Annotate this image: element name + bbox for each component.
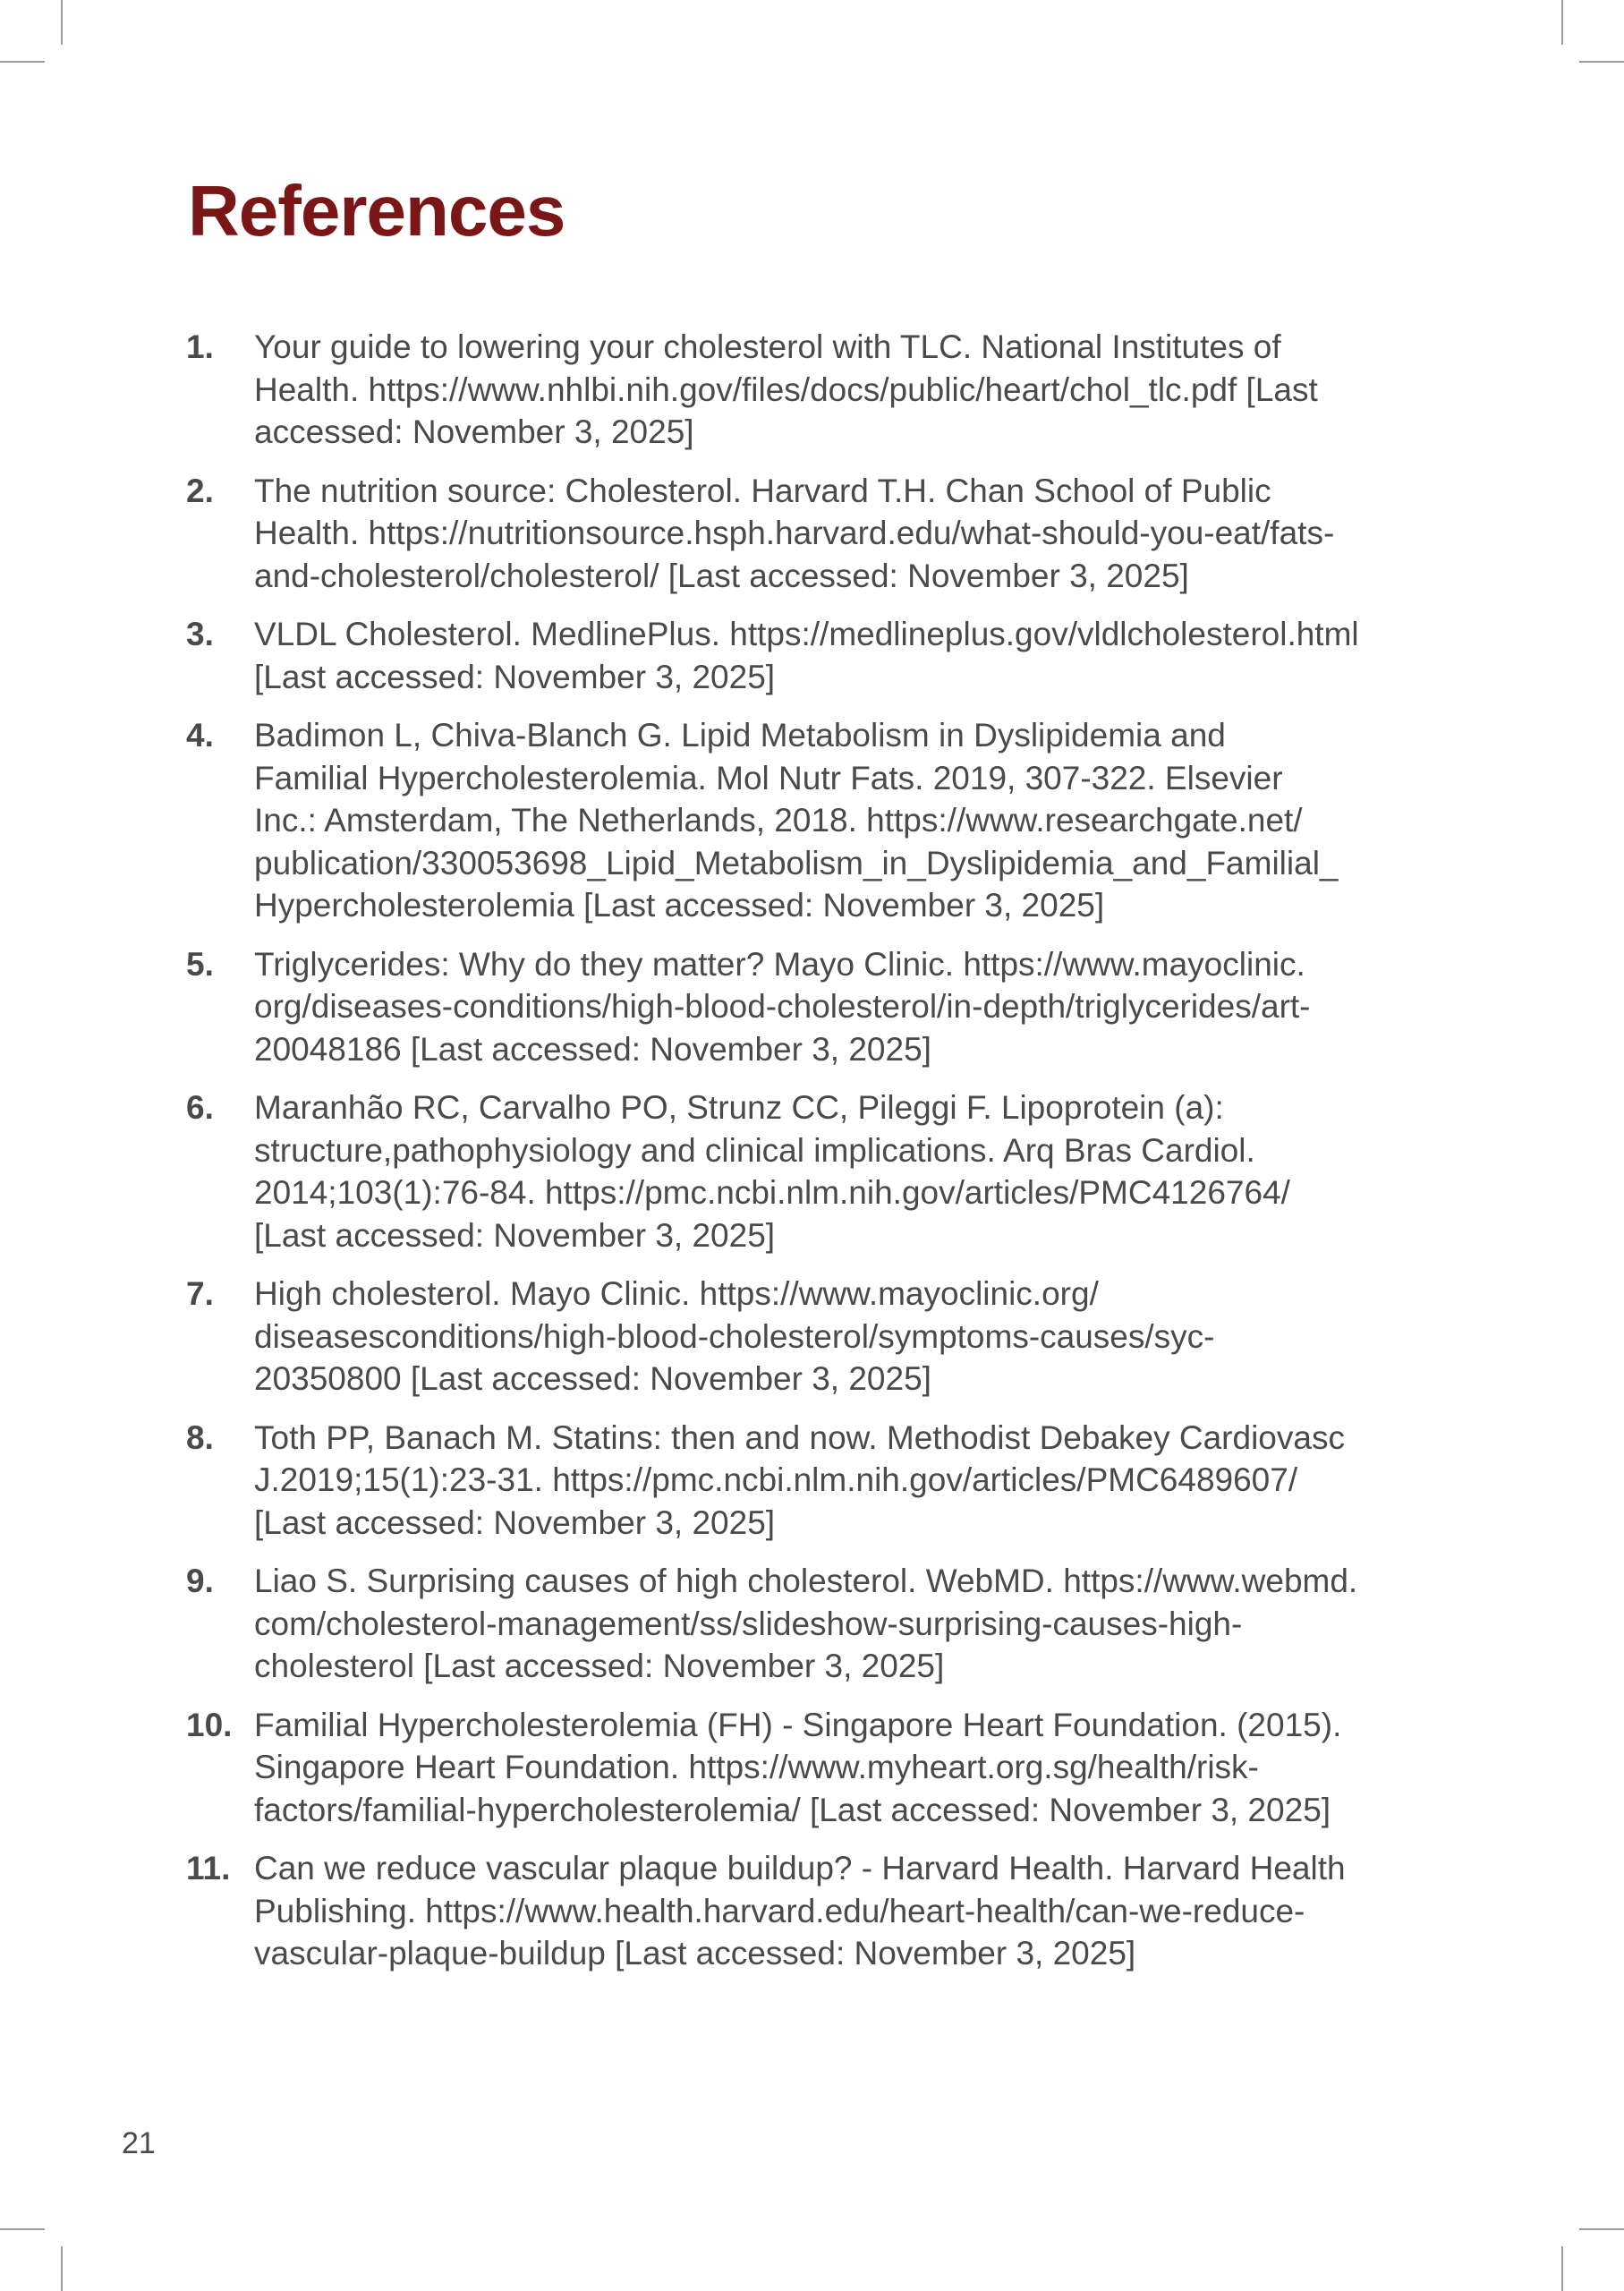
reference-number: 2.	[186, 472, 214, 509]
reference-text-line: Maranhão RC, Carvalho PO, Strunz CC, Pileggi F. Lipoprotein (a):	[254, 1089, 1224, 1126]
reference-text-line: Familial Hypercholesterolemia (FH) - Singapore Heart Foundation. (2015).	[254, 1706, 1342, 1743]
reference-text-line: VLDL Cholesterol. MedlinePlus. https://medlineplus.gov/vldlcholesterol.html	[254, 616, 1359, 652]
reference-number: 7.	[186, 1275, 214, 1312]
crop-mark-bottom-left-vertical	[61, 2246, 63, 2291]
reference-text-line: com/cholesterol-management/ss/slideshow-surprising-causes-high-	[254, 1605, 1243, 1642]
reference-text-line: Inc.: Amsterdam, The Netherlands, 2018. https://www.researchgate.net/	[254, 802, 1303, 839]
crop-mark-bottom-right-vertical	[1561, 2246, 1563, 2291]
reference-item	[186, 1273, 1439, 1401]
reference-text-line: 20048186 [Last accessed: November 3, 2025]	[254, 1030, 931, 1068]
reference-text-line: Publishing. https://www.health.harvard.edu/heart-health/can-we-reduce-	[254, 1892, 1305, 1929]
crop-mark-top-left-horizontal	[0, 61, 45, 63]
reference-number: 5.	[186, 945, 214, 983]
reference-text-line: [Last accessed: November 3, 2025]	[254, 658, 776, 695]
reference-item	[186, 943, 1439, 1071]
reference-text-line: Familial Hypercholesterolemia. Mol Nutr Fats. 2019, 307-322. Elsevier	[254, 759, 1283, 796]
reference-text-line: [Last accessed: November 3, 2025]	[254, 1216, 776, 1254]
reference-number: 9.	[186, 1563, 214, 1599]
reference-list	[186, 326, 1439, 1991]
reference-number: 11.	[186, 1850, 231, 1886]
reference-text-line: Health. https://nutritionsource.hsph.harvard.edu/what-should-you-eat/fats-	[254, 515, 1335, 551]
reference-text-line: Can we reduce vascular plaque buildup? - Harvard Health. Harvard Health	[254, 1850, 1346, 1886]
reference-text-line: J.2019;15(1):23-31. https://pmc.ncbi.nlm.nih.gov/articles/PMC6489607/	[254, 1461, 1298, 1498]
reference-text-line: The nutrition source: Cholesterol. Harvard T.H. Chan School of Public	[254, 472, 1271, 509]
crop-mark-top-right-vertical	[1561, 0, 1563, 45]
reference-number: 1.	[186, 328, 214, 365]
reference-text-line: accessed: November 3, 2025]	[254, 413, 694, 450]
reference-text-line: cholesterol [Last accessed: November 3, 2025]	[254, 1648, 945, 1684]
reference-text-line: Badimon L, Chiva-Blanch G. Lipid Metabolism in Dyslipidemia and	[254, 717, 1226, 754]
reference-text-line: and-cholesterol/cholesterol/ [Last accessed: November 3, 2025]	[254, 557, 1189, 594]
reference-item	[186, 326, 1439, 454]
reference-text-line: org/diseases-conditions/high-blood-cholesterol/in-depth/triglycerides/art-	[254, 988, 1311, 1025]
reference-text-line: Triglycerides: Why do they matter? Mayo Clinic. https://www.mayoclinic.	[254, 945, 1305, 983]
reference-text-line: 2014;103(1):76-84. https://pmc.ncbi.nlm.nih.gov/articles/PMC4126764/	[254, 1174, 1290, 1211]
reference-text-line: [Last accessed: November 3, 2025]	[254, 1503, 776, 1541]
reference-text-line: Liao S. Surprising causes of high cholesterol. WebMD. https://www.webmd.	[254, 1563, 1358, 1599]
reference-text-line: High cholesterol. Mayo Clinic. https://www.mayoclinic.org/	[254, 1275, 1099, 1312]
crop-mark-bottom-left-horizontal	[0, 2228, 45, 2230]
crop-mark-bottom-right-horizontal	[1579, 2228, 1624, 2230]
reference-text-line: factors/familial-hypercholesterolemia/ [Last accessed: November 3, 2025]	[254, 1791, 1331, 1828]
reference-item	[186, 1417, 1439, 1545]
reference-text-line: Singapore Heart Foundation. https://www.myheart.org.sg/health/risk-	[254, 1749, 1259, 1785]
reference-text-line: publication/330053698_Lipid_Metabolism_in_Dyslipidemia_and_Familial_	[254, 844, 1339, 881]
reference-item	[186, 714, 1439, 927]
reference-number: 4.	[186, 717, 214, 754]
reference-text-line: Your guide to lowering your cholesterol with TLC. National Institutes of	[254, 328, 1281, 365]
reference-text-line: Toth PP, Banach M. Statins: then and now. Methodist Debakey Cardiovasc	[254, 1418, 1345, 1456]
crop-mark-top-right-horizontal	[1579, 61, 1624, 63]
reference-number: 3.	[186, 616, 214, 652]
reference-item	[186, 1704, 1439, 1832]
reference-text-line: vascular-plaque-buildup [Last accessed: November 3, 2025]	[254, 1935, 1136, 1972]
crop-mark-top-left-vertical	[61, 0, 63, 45]
reference-number: 6.	[186, 1089, 214, 1126]
reference-item	[186, 1560, 1439, 1688]
reference-number: 10.	[186, 1706, 233, 1743]
reference-text-line: diseasesconditions/high-blood-cholesterol/symptoms-causes/syc-	[254, 1317, 1215, 1355]
reference-item	[186, 470, 1439, 598]
reference-text-line: 20350800 [Last accessed: November 3, 2025]	[254, 1360, 931, 1397]
reference-text-line: Hypercholesterolemia [Last accessed: November 3, 2025]	[254, 887, 1105, 924]
reference-item	[186, 1086, 1439, 1256]
reference-item	[186, 1847, 1439, 1975]
page-number: 21	[122, 2126, 156, 2160]
reference-text-line: Health. https://www.nhlbi.nih.gov/files/docs/public/heart/chol_tlc.pdf [Last	[254, 370, 1318, 408]
page-title: References	[188, 171, 565, 251]
reference-item	[186, 613, 1439, 698]
reference-number: 8.	[186, 1418, 214, 1456]
reference-text-line: structure,pathophysiology and clinical implications. Arq Bras Cardiol.	[254, 1131, 1255, 1169]
